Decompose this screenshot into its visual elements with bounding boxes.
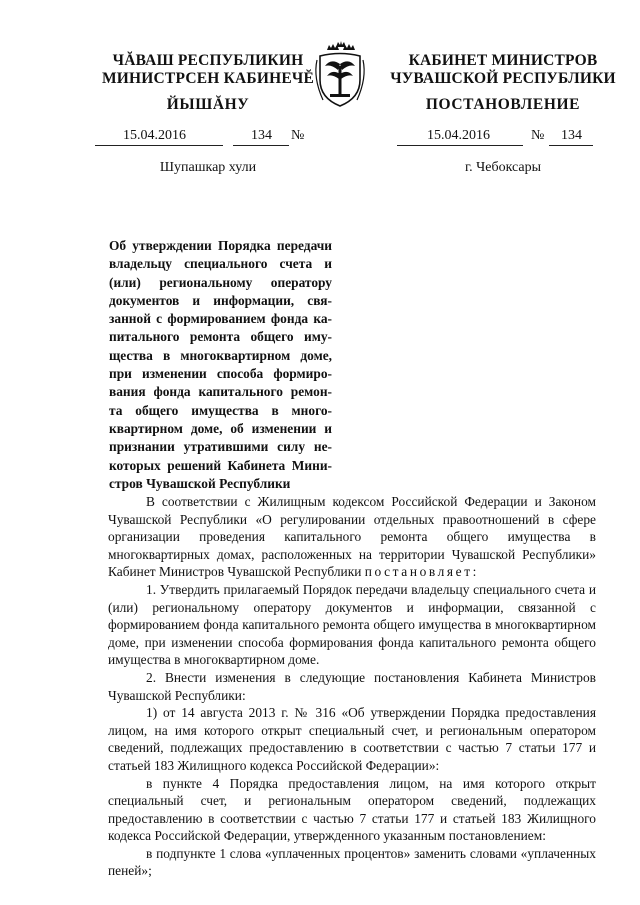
title-line: стров Чувашской Республики: [109, 475, 291, 491]
issuer-name-chuvash: [88, 52, 328, 88]
title-line: занной с формированием фонда ка-: [109, 311, 332, 327]
number-sign-right: №: [531, 128, 545, 143]
number-sign-left: №: [291, 128, 305, 143]
coat-of-arms-icon: [310, 40, 370, 110]
title-line: щества в многоквартирном доме,: [109, 347, 332, 363]
issuer-line-1: ЧĂВАШ РЕСПУБЛИКИН: [112, 52, 304, 69]
emblem-svg: [310, 40, 370, 110]
date-right: 15.04.2016: [427, 128, 490, 143]
paragraph-1: 1. Утвердить прилагаемый Порядок передачи владельцу специального счета и (или) региональному оператору документов и информации, связанной с формированием фонда капитального ремонта общего имущества в многоквартирном доме, при изменении способа формирования фонда капитального ремонта общего имущества в многоквартирном доме.: [108, 581, 596, 668]
resolve-word: постановляет:: [364, 564, 479, 580]
issuer-line-1-ru: КАБИНЕТ МИНИСТРОВ: [408, 52, 598, 69]
number-underline-right: [549, 144, 593, 146]
number-right: 134: [561, 128, 582, 143]
title-line: владельцу специального счета и: [109, 256, 332, 272]
date-number-line-right: [397, 128, 597, 146]
title-line: документов и информации, свя-: [109, 292, 332, 308]
title-line: Об утверждении Порядка передачи: [109, 238, 332, 253]
paragraph-preamble: [108, 493, 596, 581]
doc-type-chuvash: ЙЫШĂНУ: [166, 96, 250, 113]
title-line: та общего имущества в много-: [109, 402, 332, 418]
title-line: квартирном доме, об изменении и: [109, 420, 332, 436]
title-line: признании утратившими силу не-: [109, 439, 332, 455]
date-underline-right: [397, 144, 523, 146]
paragraph-2-1: 1) от 14 августа 2013 г. № 316 «Об утверждении Порядка предоставления лицом, на имя которого открыт специальный счет, и региональным оператором сведений, подлежащих предоставлению в соответствии с частью 7 статьи 177 и статьей 183 Жилищного кодекса Российской Федерации»:: [108, 705, 596, 773]
paragraph-2: 2. Внести изменения в следующие постановления Кабинета Министров Чувашской Республики:: [108, 669, 596, 703]
issuer-name-russian: [388, 52, 618, 88]
document-title: [109, 237, 332, 493]
number-underline: [233, 144, 289, 146]
document-body: [108, 493, 596, 880]
city-chuvash: Шупашкар хули: [159, 160, 257, 175]
issuer-line-2-ru: ЧУВАШСКОЙ РЕСПУБЛИКИ: [390, 70, 616, 87]
preamble-text: В соответствии с Жилищным кодексом Российской Федерации и Законом Чувашской Республики «О регулировании отдельных правоотношений в сфере организации проведения капитального ремонта общего имущества в многоквартирных домах, расположенных на территории Чувашской Республики» Кабинет Министров Чувашской Республики: [108, 494, 596, 580]
issuer-line-2: МИНИСТРСЕН КАБИНЕЧĔ: [101, 70, 315, 87]
title-line: (или) региональному оператору: [109, 274, 332, 290]
number-left: 134: [251, 128, 272, 143]
title-line: питального ремонта общего иму-: [109, 329, 332, 345]
city-russian: г. Чебоксары: [464, 160, 542, 175]
title-line: которых решений Кабинета Мини-: [109, 457, 332, 473]
date-underline: [95, 144, 223, 146]
date-left: 15.04.2016: [123, 128, 186, 143]
title-line: при изменении способа формиро-: [109, 366, 332, 382]
paragraph-2-1-a: в пункте 4 Порядка предоставления лицом, на имя которого открыт специальный счет, и региональным оператором сведений, подлежащих предоставлению в соответствии с частью 7 статьи 177 и статьей 183 Жилищного кодекса Российской Федерации, утвержденного указанным постановлением:: [108, 775, 596, 844]
paragraph-2-1-b: в подпункте 1 слова «уплаченных процентов» заменить словами «уплаченных пеней»;: [108, 845, 596, 879]
title-line: вания фонда капитального ремон-: [109, 384, 332, 400]
doc-type-russian: ПОСТАНОВЛЕНИЕ: [425, 96, 581, 113]
date-number-line-left: [95, 128, 335, 146]
